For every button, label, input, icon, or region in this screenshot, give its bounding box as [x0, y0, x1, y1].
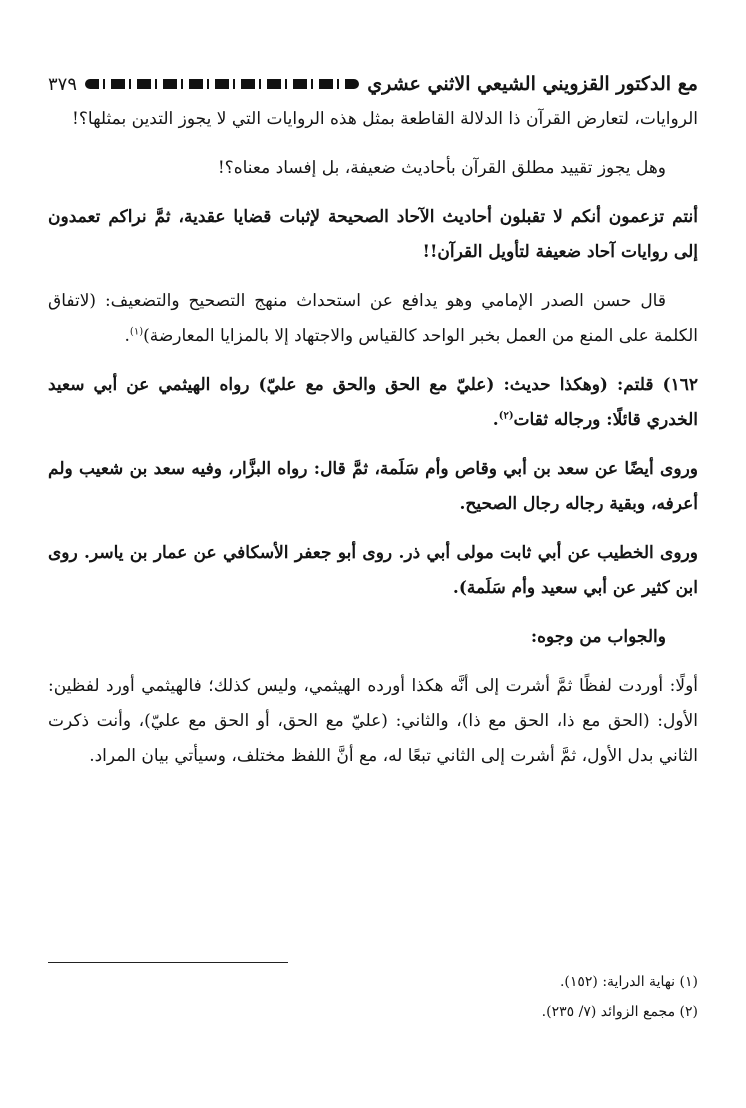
page-body — [48, 102, 698, 774]
header-ornament-divider — [85, 79, 359, 89]
footnote-marker-2: (٢) — [498, 410, 514, 422]
footnote-separator — [48, 962, 288, 963]
paragraph-5: ١٦٢) قلتم: (وهكذا حديث: (عليّ مع الحق والحق مع عليّ) رواه الهيثمي عن أبي سعيد الخدري قائلًا: ورجاله ثقات$^{(٢)}$. — [48, 375, 698, 430]
paragraph-8: والجواب من وجوه: — [530, 627, 666, 647]
footnote-marker-1: (١) — [129, 326, 144, 338]
book-page — [48, 68, 698, 1068]
paragraph-6: وروى أيضًا عن سعد بن أبي وقاص وأم سَلَمة، ثمَّ قال: رواه البزَّار، وفيه سعد بن شعيب ولم أعرفه، وبقية رجاله رجال الصحيح. — [48, 459, 698, 514]
footnote-1: (١) نهاية الدراية: (١٥٢). — [559, 974, 698, 990]
paragraph-5-text: ١٦٢) قلتم: (وهكذا حديث: (عليّ مع الحق والحق مع عليّ) رواه الهيثمي عن أبي سعيد الخدري قائلًا: ورجاله ثقات — [48, 375, 698, 430]
paragraph-3: أنتم تزعمون أنكم لا تقبلون أحاديث الآحاد الصحيحة لإثبات قضايا عقدية، ثمَّ نراكم تعمدون إلى روايات آحاد ضعيفة لتأويل القرآن!! — [48, 207, 698, 262]
paragraph-4-text: قال حسن الصدر الإمامي وهو يدافع عن استحداث منهج التصحيح والتضعيف: (لاتفاق الكلمة على المنع من العمل بخبر الواحد كالقياس والاجتهاد إلا بالمزايا المعارضة) — [48, 291, 698, 346]
page-number: ٣٧٩ — [48, 73, 78, 95]
running-header — [48, 68, 698, 100]
paragraph-1: الروايات، لتعارض القرآن ذا الدلالة القاطعة بمثل هذه الروايات التي لا يجوز التدين بمثلها؟! — [72, 109, 698, 129]
header-title: مع الدكتور القزويني الشيعي الاثني عشري — [367, 73, 698, 95]
paragraph-4: قال حسن الصدر الإمامي وهو يدافع عن استحداث منهج التصحيح والتضعيف: (لاتفاق الكلمة على المنع من العمل بخبر الواحد كالقياس والاجتهاد إلا بالمزايا المعارضة)$^{(١)}$. — [48, 291, 698, 346]
paragraph-9: أولًا: أوردت لفظًا ثمَّ أشرت إلى أنَّه هكذا أورده الهيثمي، وليس كذلك؛ فالهيثمي أورد لفظين: الأول: (الحق مع ذا، الحق مع ذا)، والثاني: (عليّ مع الحق، أو الحق مع عليّ)، وأنت ذكرت الثاني بدل الأول، ثمَّ أشرت إلى الثاني تبعًا له، مع أنَّ اللفظ مختلف، وسيأتي بيان المراد. — [48, 676, 698, 766]
paragraph-7: وروى الخطيب عن أبي ثابت مولى أبي ذر. روى أبو جعفر الأسكافي عن عمار بن ياسر. روى ابن كثير عن أبي سعيد وأم سَلَمة). — [48, 543, 698, 598]
paragraph-2: وهل يجوز تقييد مطلق القرآن بأحاديث ضعيفة، بل إفساد معناه؟! — [217, 158, 666, 178]
footnote-2: (٢) مجمع الزوائد (٧/ ٢٣٥). — [541, 1004, 698, 1020]
